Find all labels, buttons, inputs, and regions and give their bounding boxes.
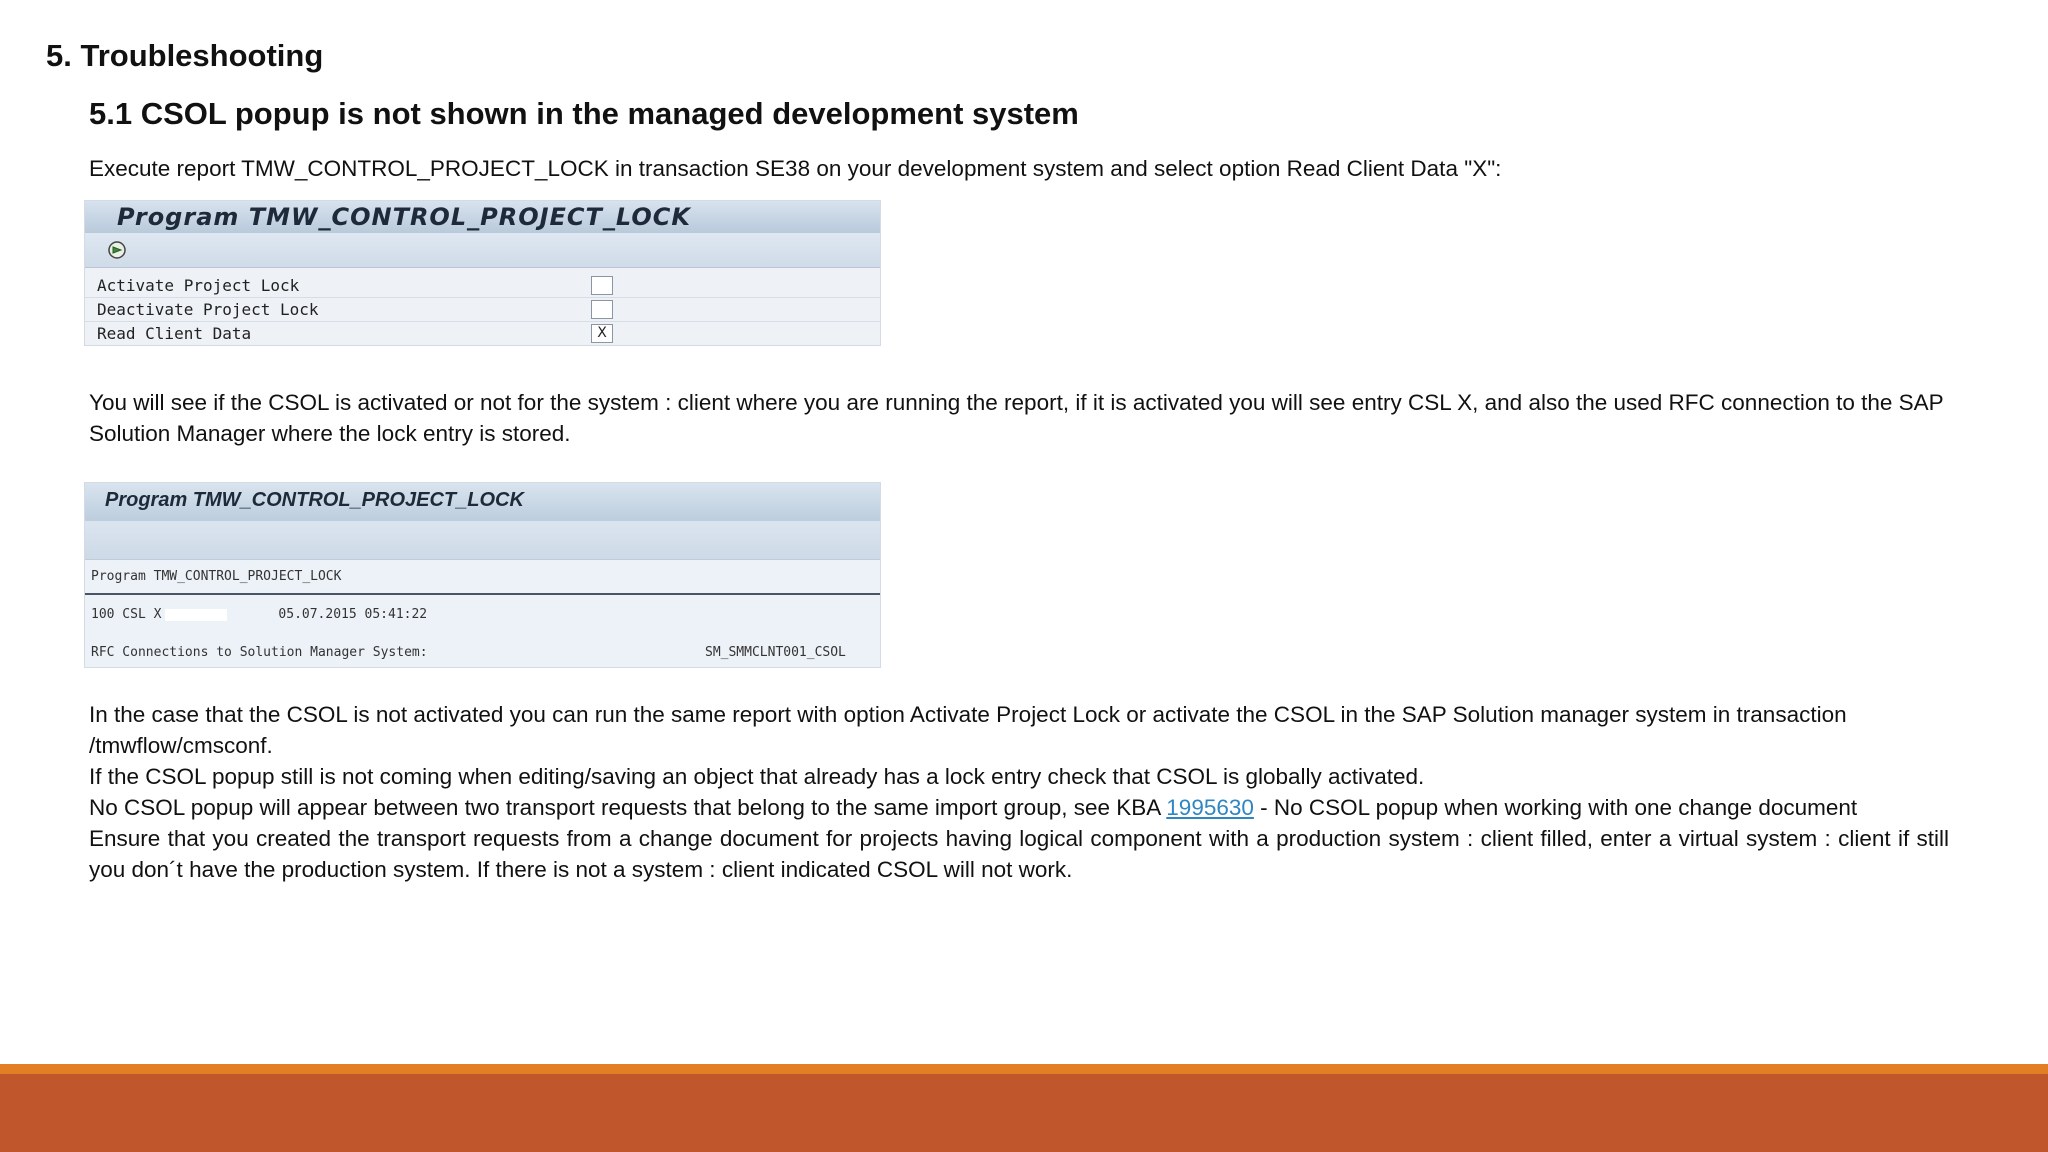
deactivate-lock-checkbox bbox=[591, 300, 613, 319]
list-divider bbox=[85, 593, 880, 595]
sap-output-toolbar bbox=[85, 521, 880, 560]
rfc-label: RFC Connections to Solution Manager System: bbox=[91, 645, 428, 660]
activate-lock-checkbox bbox=[591, 276, 613, 295]
rfc-value: SM_SMMCLNT001_CSOL bbox=[705, 645, 846, 660]
lock-entry-date: 05.07.2015 05:41:22 bbox=[278, 607, 428, 622]
option-row-activate bbox=[85, 274, 880, 298]
note-line-4: Ensure that you created the transport requests from a change document for projects having logical component with a production system : client filled, enter a virtual system : client if still you don´t have the production system. If there is not a system : client indicated CSOL will not work. bbox=[89, 826, 1949, 882]
read-client-data-checkbox: X bbox=[591, 324, 613, 343]
option-label: Activate Project Lock bbox=[97, 276, 300, 295]
kba-link[interactable]: 1995630 bbox=[1166, 795, 1254, 820]
redacted-block bbox=[165, 609, 227, 621]
option-label: Read Client Data bbox=[97, 324, 252, 343]
note-line-3 bbox=[89, 792, 1949, 823]
result-paragraph: You will see if the CSOL is activated or not for the system : client where you are running the report, if it is activated you will see entry CSL X, and also the used RFC connection to the SAP Solution Manager where the lock entry is stored. bbox=[89, 390, 1944, 446]
note-line-1: In the case that the CSOL is not activated you can run the same report with option Activate Project Lock or activate the CSOL in the SAP Solution manager system in transaction /tmwflow/cmsconf. bbox=[89, 702, 1847, 758]
intro-paragraph: Execute report TMW_CONTROL_PROJECT_LOCK in transaction SE38 on your development system and select option Read Client Data "X": bbox=[89, 156, 1502, 181]
footer-accent-line bbox=[0, 1064, 2048, 1074]
execute-icon bbox=[107, 240, 127, 260]
lock-entry-prefix: 100 CSL X bbox=[91, 607, 162, 622]
sap-selection-screen-image bbox=[84, 200, 881, 346]
option-row-read-client bbox=[85, 322, 880, 346]
list-header: Program TMW_CONTROL_PROJECT_LOCK bbox=[91, 569, 342, 584]
sap-output-screen-image bbox=[84, 482, 881, 668]
lock-entry-row bbox=[91, 607, 427, 622]
section-heading: 5. Troubleshooting bbox=[46, 38, 324, 73]
sap-program-title: Program TMW_CONTROL_PROJECT_LOCK bbox=[85, 201, 880, 233]
option-row-deactivate bbox=[85, 298, 880, 322]
footer-bar bbox=[0, 1074, 2048, 1152]
option-label: Deactivate Project Lock bbox=[97, 300, 319, 319]
note-text: - No CSOL popup when working with one change document bbox=[1253, 795, 1858, 820]
sap-output-title: Program TMW_CONTROL_PROJECT_LOCK bbox=[85, 483, 880, 521]
notes-paragraph bbox=[89, 699, 1949, 885]
subsection-heading: 5.1 CSOL popup is not shown in the managed development system bbox=[89, 96, 1079, 131]
sap-toolbar bbox=[85, 233, 880, 268]
note-line-2: If the CSOL popup still is not coming when editing/saving an object that already has a lock entry check that CSOL is globally activated. bbox=[89, 764, 1425, 789]
note-text: No CSOL popup will appear between two transport requests that belong to the same import group, see KBA bbox=[89, 795, 1167, 820]
